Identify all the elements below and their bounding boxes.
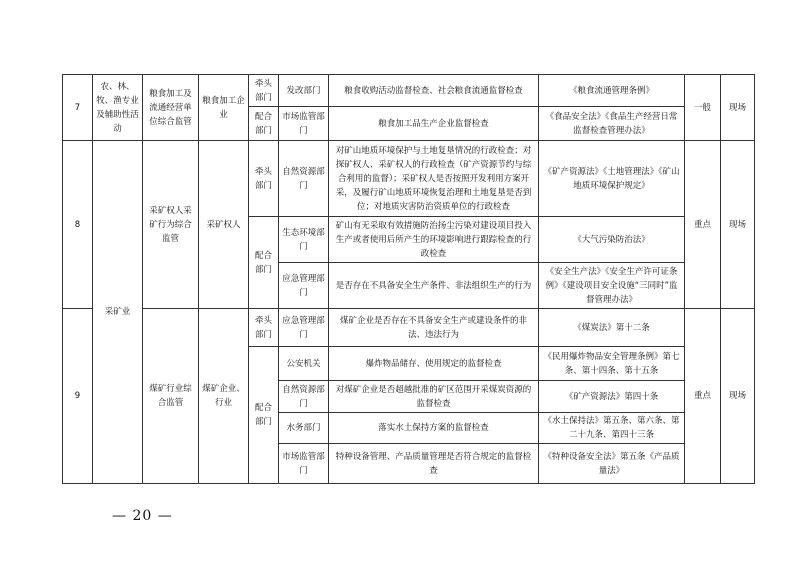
basis-cell: 《安全生产法》《安全生产许可证条例》《建设项目安全设施“三同时”监督管理办法》 (539, 263, 685, 309)
basis-cell: 《矿产资源法》第四十条 (539, 381, 685, 413)
basis-cell: 《特种设备安全法》第五条《产品质量法》 (539, 444, 685, 484)
industry-cell: 采矿业 (93, 141, 143, 484)
dept-role-cell: 牵头部门 (249, 75, 279, 107)
level-cell: 一般 (685, 75, 721, 141)
content-cell: 矿山有无采取有效措施防治扬尘污染对建设项目投入生产或者使用后所产生的环境影响进行跟踪检查的行政检查 (329, 217, 539, 263)
basis-cell: 《煤炭法》第十二条 (539, 309, 685, 347)
method-cell: 现场 (721, 75, 755, 141)
table-row (63, 309, 755, 347)
table-row (63, 141, 755, 217)
basis-cell: 《粮食流通管理条例》 (539, 75, 685, 107)
dept-name-cell: 应急管理部门 (279, 309, 329, 347)
content-cell: 特种设备管理、产品质量管理是否符合规定的监督检查 (329, 444, 539, 484)
dept-role-cell: 配合部门 (249, 217, 279, 309)
supervision-table (62, 74, 755, 484)
level-cell: 重点 (685, 309, 721, 484)
method-cell: 现场 (721, 141, 755, 309)
item-cell: 煤矿行业综合监管 (143, 309, 199, 484)
method-cell: 现场 (721, 309, 755, 484)
dept-name-cell: 水务部门 (279, 413, 329, 444)
dept-name-cell: 生态环境部门 (279, 217, 329, 263)
dept-name-cell: 应急管理部门 (279, 263, 329, 309)
content-cell: 落实水土保持方案的监督检查 (329, 413, 539, 444)
row-number: 9 (63, 309, 93, 484)
dept-role-cell: 配合部门 (249, 107, 279, 141)
dept-name-cell: 市场监管部门 (279, 444, 329, 484)
basis-cell: 《矿产资源法》《土地管理法》《矿山地质环境保护规定》 (539, 141, 685, 217)
basis-cell: 《水土保持法》第五条、第六条、第二十九条、第四十三条 (539, 413, 685, 444)
dept-name-cell: 发改部门 (279, 75, 329, 107)
dept-name-cell: 自然资源部门 (279, 381, 329, 413)
item-cell: 粮食加工及流通经营单位综合监管 (143, 75, 199, 141)
dept-name-cell: 市场监管部门 (279, 107, 329, 141)
subject-cell: 粮食加工企业 (199, 75, 249, 141)
content-cell: 对煤矿企业是否超越批准的矿区范围开采煤炭资源的监督检查 (329, 381, 539, 413)
row-number: 8 (63, 141, 93, 309)
subject-cell: 煤矿企业、行业 (199, 309, 249, 484)
basis-cell: 《大气污染防治法》 (539, 217, 685, 263)
content-cell: 对矿山地质环境保护与土地复垦情况的行政检查；对探矿权人、采矿权人的行政检查（矿产资源节约与综合利用的监督）；采矿权人是否按照开发利用方案开采，及履行矿山地质环境恢复治理和土地复垦是否到位；对地质灾害防治资质单位的行政检查 (329, 141, 539, 217)
level-cell: 重点 (685, 141, 721, 309)
table-row (63, 75, 755, 107)
dept-role-cell: 牵头部门 (249, 141, 279, 217)
row-number: 7 (63, 75, 93, 141)
page-number: — 20 — (112, 508, 173, 524)
content-cell: 粮食加工品生产企业监督检查 (329, 107, 539, 141)
basis-cell: 《民用爆炸物品安全管理条例》第七条、第十四条、第十五条 (539, 347, 685, 381)
item-cell: 采矿权人采矿行为综合监管 (143, 141, 199, 309)
content-cell: 粮食收购活动监督检查、社会粮食流通监督检查 (329, 75, 539, 107)
dept-name-cell: 公安机关 (279, 347, 329, 381)
content-cell: 煤矿企业是否存在不具备安全生产或建设条件的非法、违法行为 (329, 309, 539, 347)
content-cell: 是否存在不具备安全生产条件、非法组织生产的行为 (329, 263, 539, 309)
content-cell: 爆炸物品储存、使用规定的监督检查 (329, 347, 539, 381)
dept-name-cell: 自然资源部门 (279, 141, 329, 217)
subject-cell: 采矿权人 (199, 141, 249, 309)
dept-role-cell: 牵头部门 (249, 309, 279, 347)
industry-cell: 农、林、牧、渔专业及辅助性活动 (93, 75, 143, 141)
basis-cell: 《食品安全法》《食品生产经营日常监督检查管理办法》 (539, 107, 685, 141)
dept-role-cell: 配合部门 (249, 347, 279, 484)
